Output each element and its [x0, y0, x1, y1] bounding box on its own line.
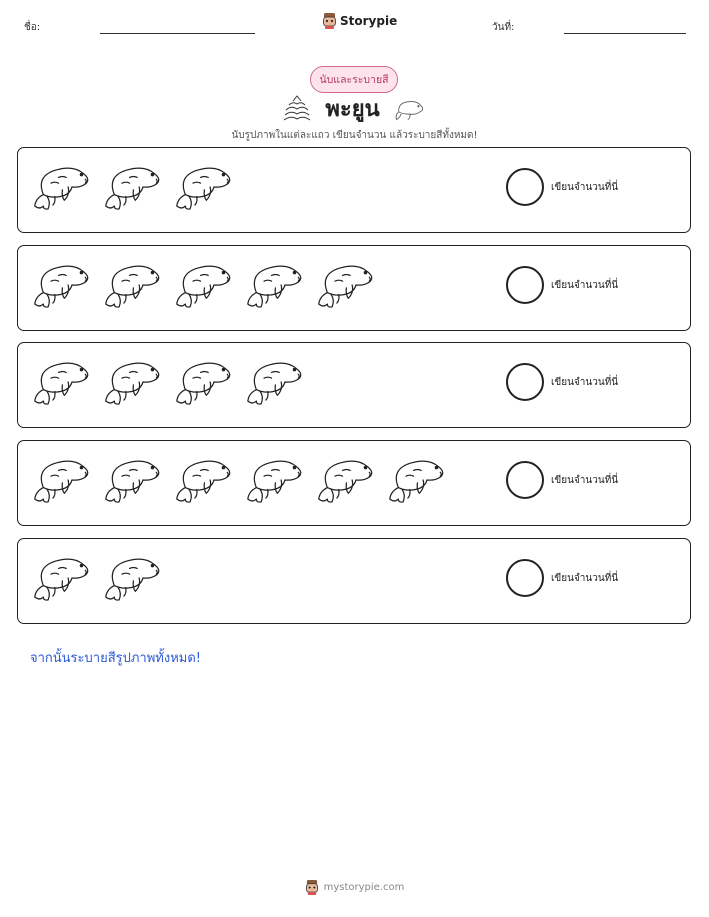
- seagrass-icon: [281, 95, 313, 123]
- name-label: ชื่อ:: [24, 22, 41, 33]
- footer-site: mystorypie.com: [323, 882, 405, 893]
- manatee-icon: [101, 451, 162, 507]
- brand-name: Storypie: [340, 14, 398, 28]
- manatee-icon: [101, 256, 162, 312]
- write-number-label: เขียนจำนวนที่นี่: [551, 377, 619, 388]
- storypie-logo-icon: [305, 879, 319, 896]
- manatee-icon: [172, 353, 233, 409]
- manatee-icon: [101, 158, 162, 214]
- manatee-icon: [30, 353, 91, 409]
- answer-circle[interactable]: [506, 266, 544, 304]
- write-number-label: เขียนจำนวนที่นี่: [551, 182, 619, 193]
- manatee-icon: [243, 451, 304, 507]
- counting-row-1: [17, 147, 691, 233]
- storypie-logo-icon: [322, 12, 337, 30]
- category-tag: นับและระบายสี: [310, 66, 398, 93]
- name-line[interactable]: [100, 33, 255, 34]
- manatee-icon: [30, 158, 91, 214]
- animal-group: [30, 353, 304, 409]
- manatee-icon: [243, 256, 304, 312]
- manatee-icon: [392, 95, 428, 123]
- worksheet-title: พะยูน: [325, 97, 380, 122]
- manatee-icon: [172, 256, 233, 312]
- counting-row-4: [17, 440, 691, 526]
- manatee-icon: [101, 549, 162, 605]
- instructions: นับรูปภาพในแต่ละแถว เขียนจำนวน แล้วระบายสีทั้งหมด!: [231, 130, 478, 141]
- counting-row-3: [17, 342, 691, 428]
- counting-row-5: [17, 538, 691, 624]
- brand: [322, 12, 397, 30]
- write-number-label: เขียนจำนวนที่นี่: [551, 573, 619, 584]
- title-row: [0, 91, 709, 126]
- manatee-icon: [385, 451, 446, 507]
- animal-group: [30, 256, 375, 312]
- animal-group: [30, 158, 233, 214]
- answer-circle[interactable]: [506, 363, 544, 401]
- manatee-icon: [314, 256, 375, 312]
- counting-row-2: [17, 245, 691, 331]
- answer-circle[interactable]: [506, 559, 544, 597]
- date-label: วันที่:: [492, 22, 515, 33]
- footer: [0, 879, 709, 896]
- manatee-icon: [172, 451, 233, 507]
- manatee-icon: [30, 256, 91, 312]
- answer-circle[interactable]: [506, 168, 544, 206]
- write-number-label: เขียนจำนวนที่นี่: [551, 475, 619, 486]
- manatee-icon: [30, 451, 91, 507]
- manatee-icon: [243, 353, 304, 409]
- manatee-icon: [172, 158, 233, 214]
- manatee-icon: [30, 549, 91, 605]
- date-line[interactable]: [564, 33, 686, 34]
- animal-group: [30, 549, 162, 605]
- manatee-icon: [314, 451, 375, 507]
- animal-group: [30, 451, 446, 507]
- bottom-note: จากนั้นระบายสีรูปภาพทั้งหมด!: [30, 651, 202, 666]
- manatee-icon: [101, 353, 162, 409]
- answer-circle[interactable]: [506, 461, 544, 499]
- write-number-label: เขียนจำนวนที่นี่: [551, 280, 619, 291]
